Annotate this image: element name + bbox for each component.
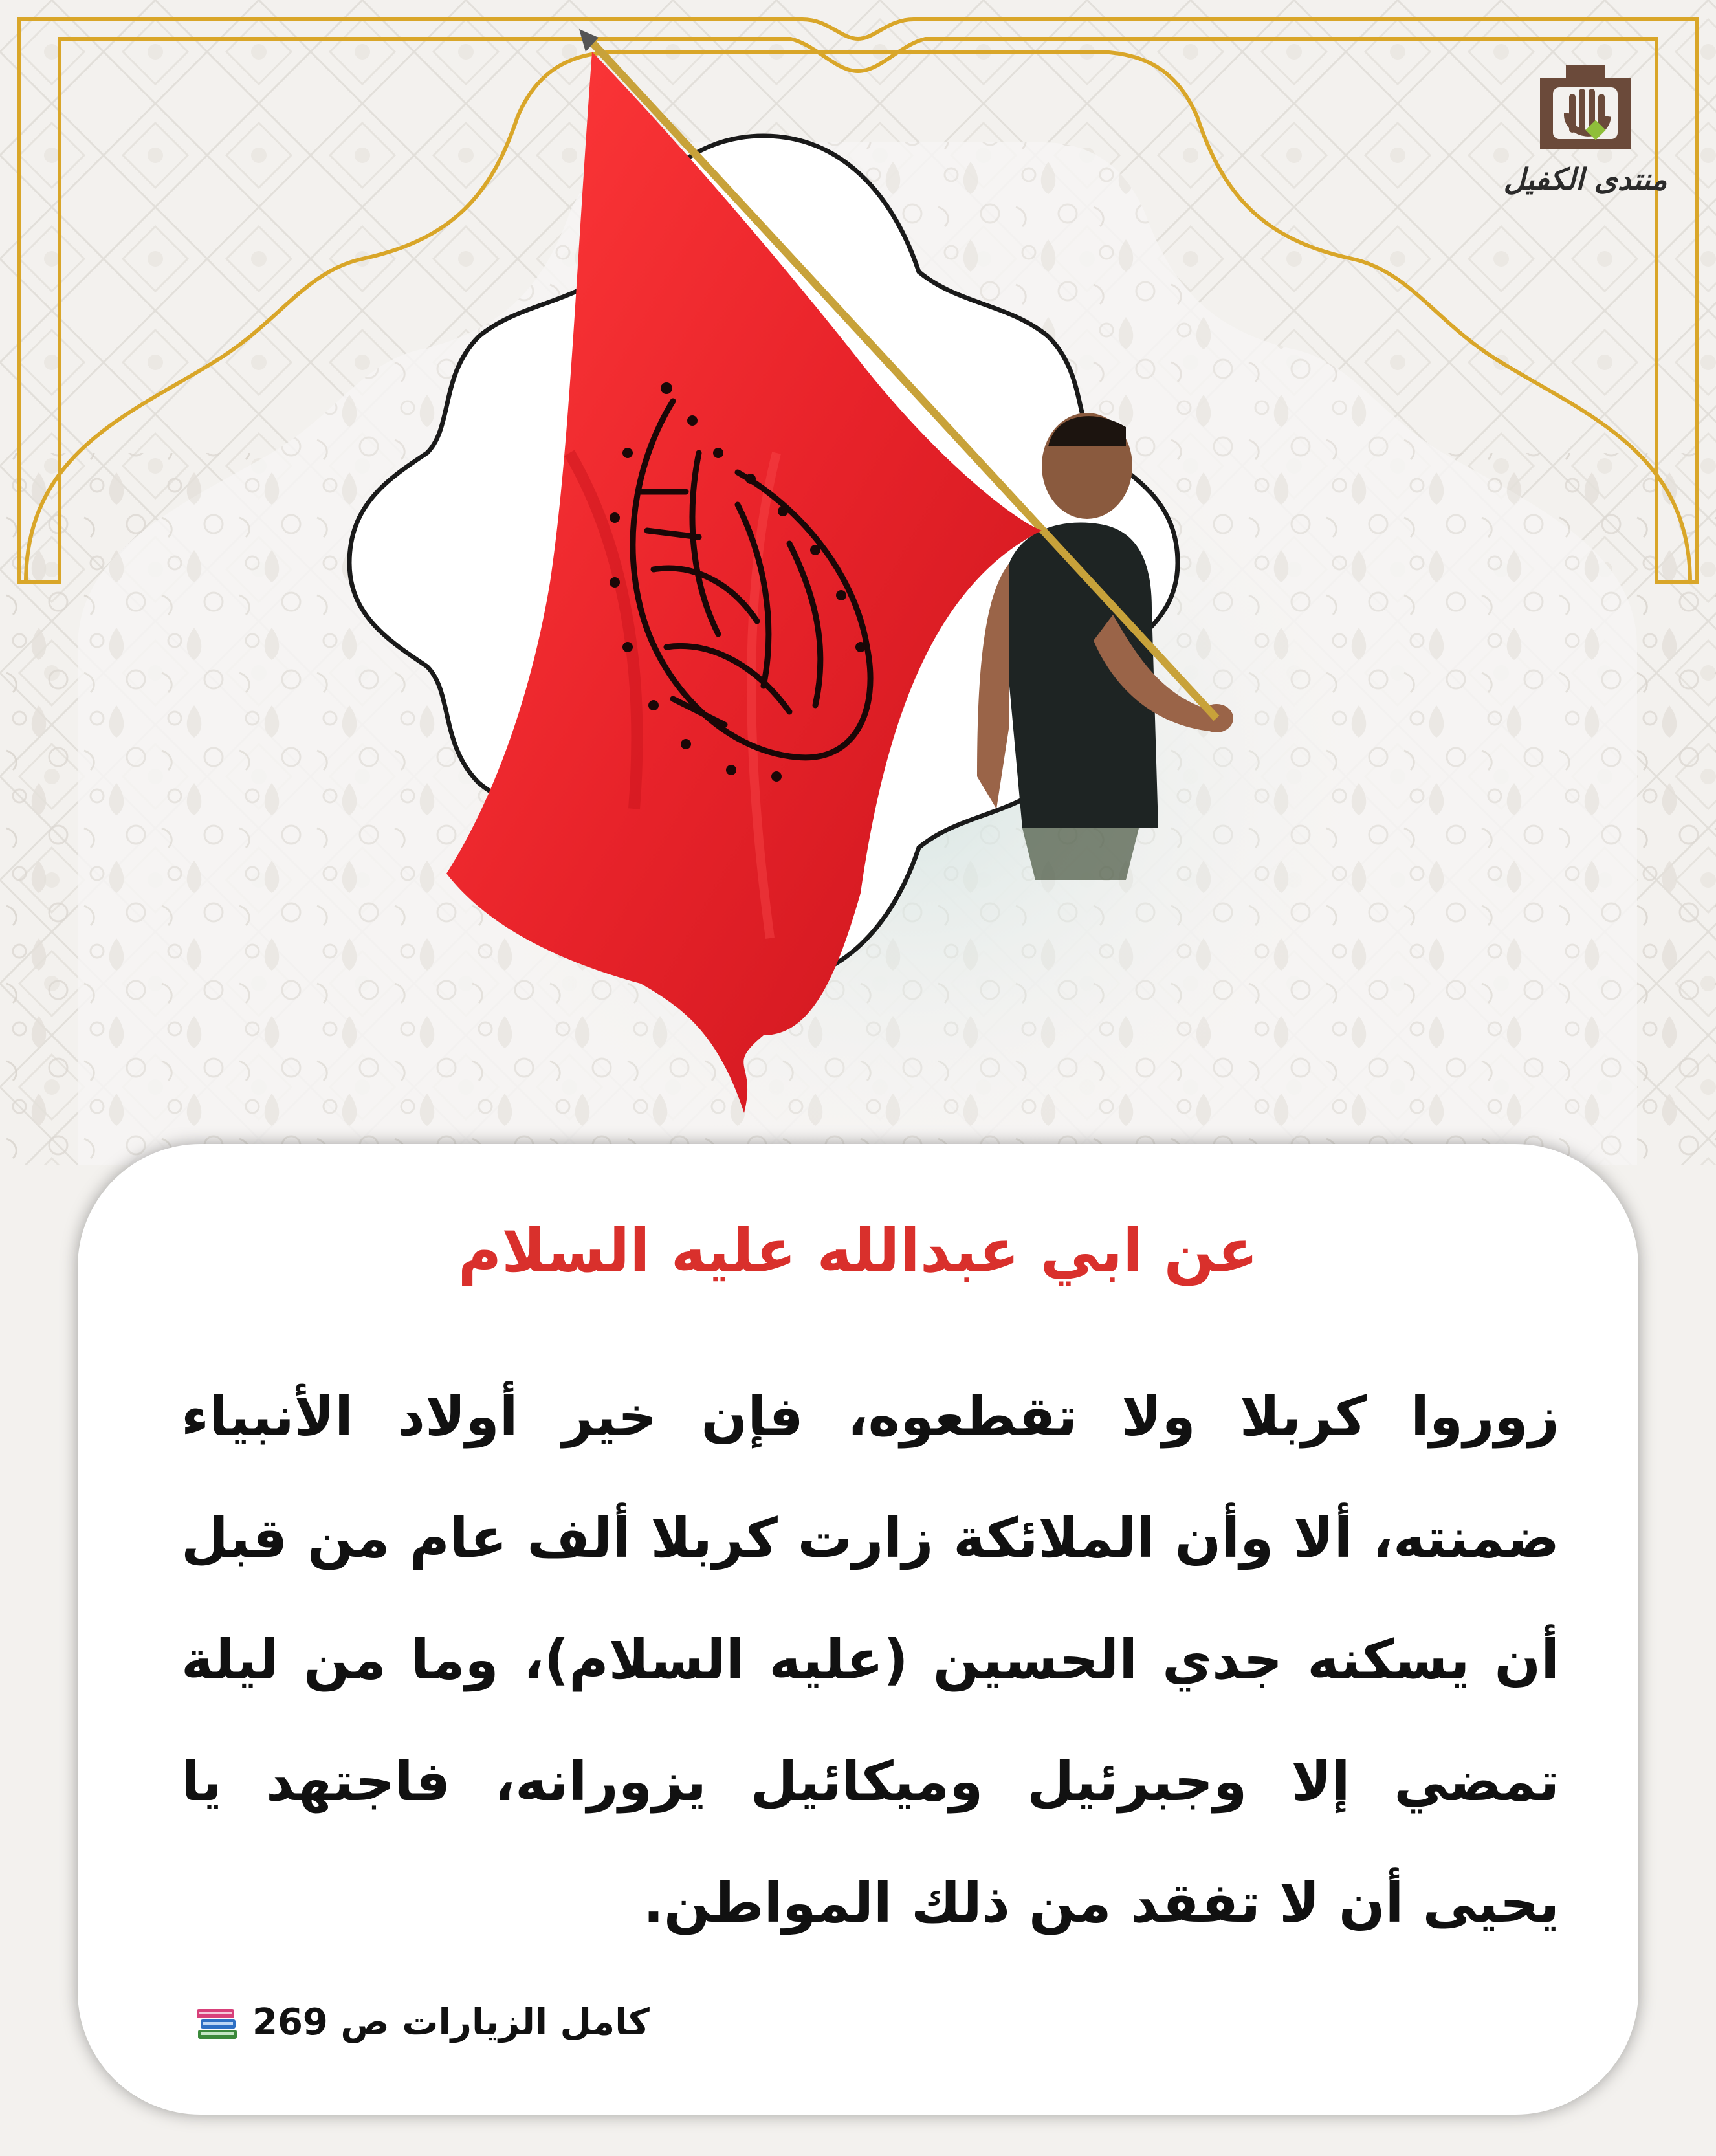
brand-logo [1488,39,1682,233]
books-icon [194,2001,241,2043]
hadith-source-text: كامل الزيارات ص 269 [252,2001,650,2043]
brand-logo-text: منتدى الكفيل [1503,162,1667,197]
hadith-source [194,1986,650,2058]
hand-logo-icon [1527,52,1644,168]
hadith-text: زوروا كربلا ولا تقطعوه، فإن خير أولاد الأنبياء ضمنته، ألا وأن الملائكة زارت كربلا ألف عام من قبل أن يسكنه جدي الحسين (عليه السلام)، وما من ليلة تمضي إلا وجبرئيل وميكائيل يزورانه، فاجتهد يا يحيى أن لا تفقد من ذلك المواطن. [181,1385,1559,1935]
hadith-narrator: عن ابي عبدالله عليه السلام [457,1216,1259,1286]
